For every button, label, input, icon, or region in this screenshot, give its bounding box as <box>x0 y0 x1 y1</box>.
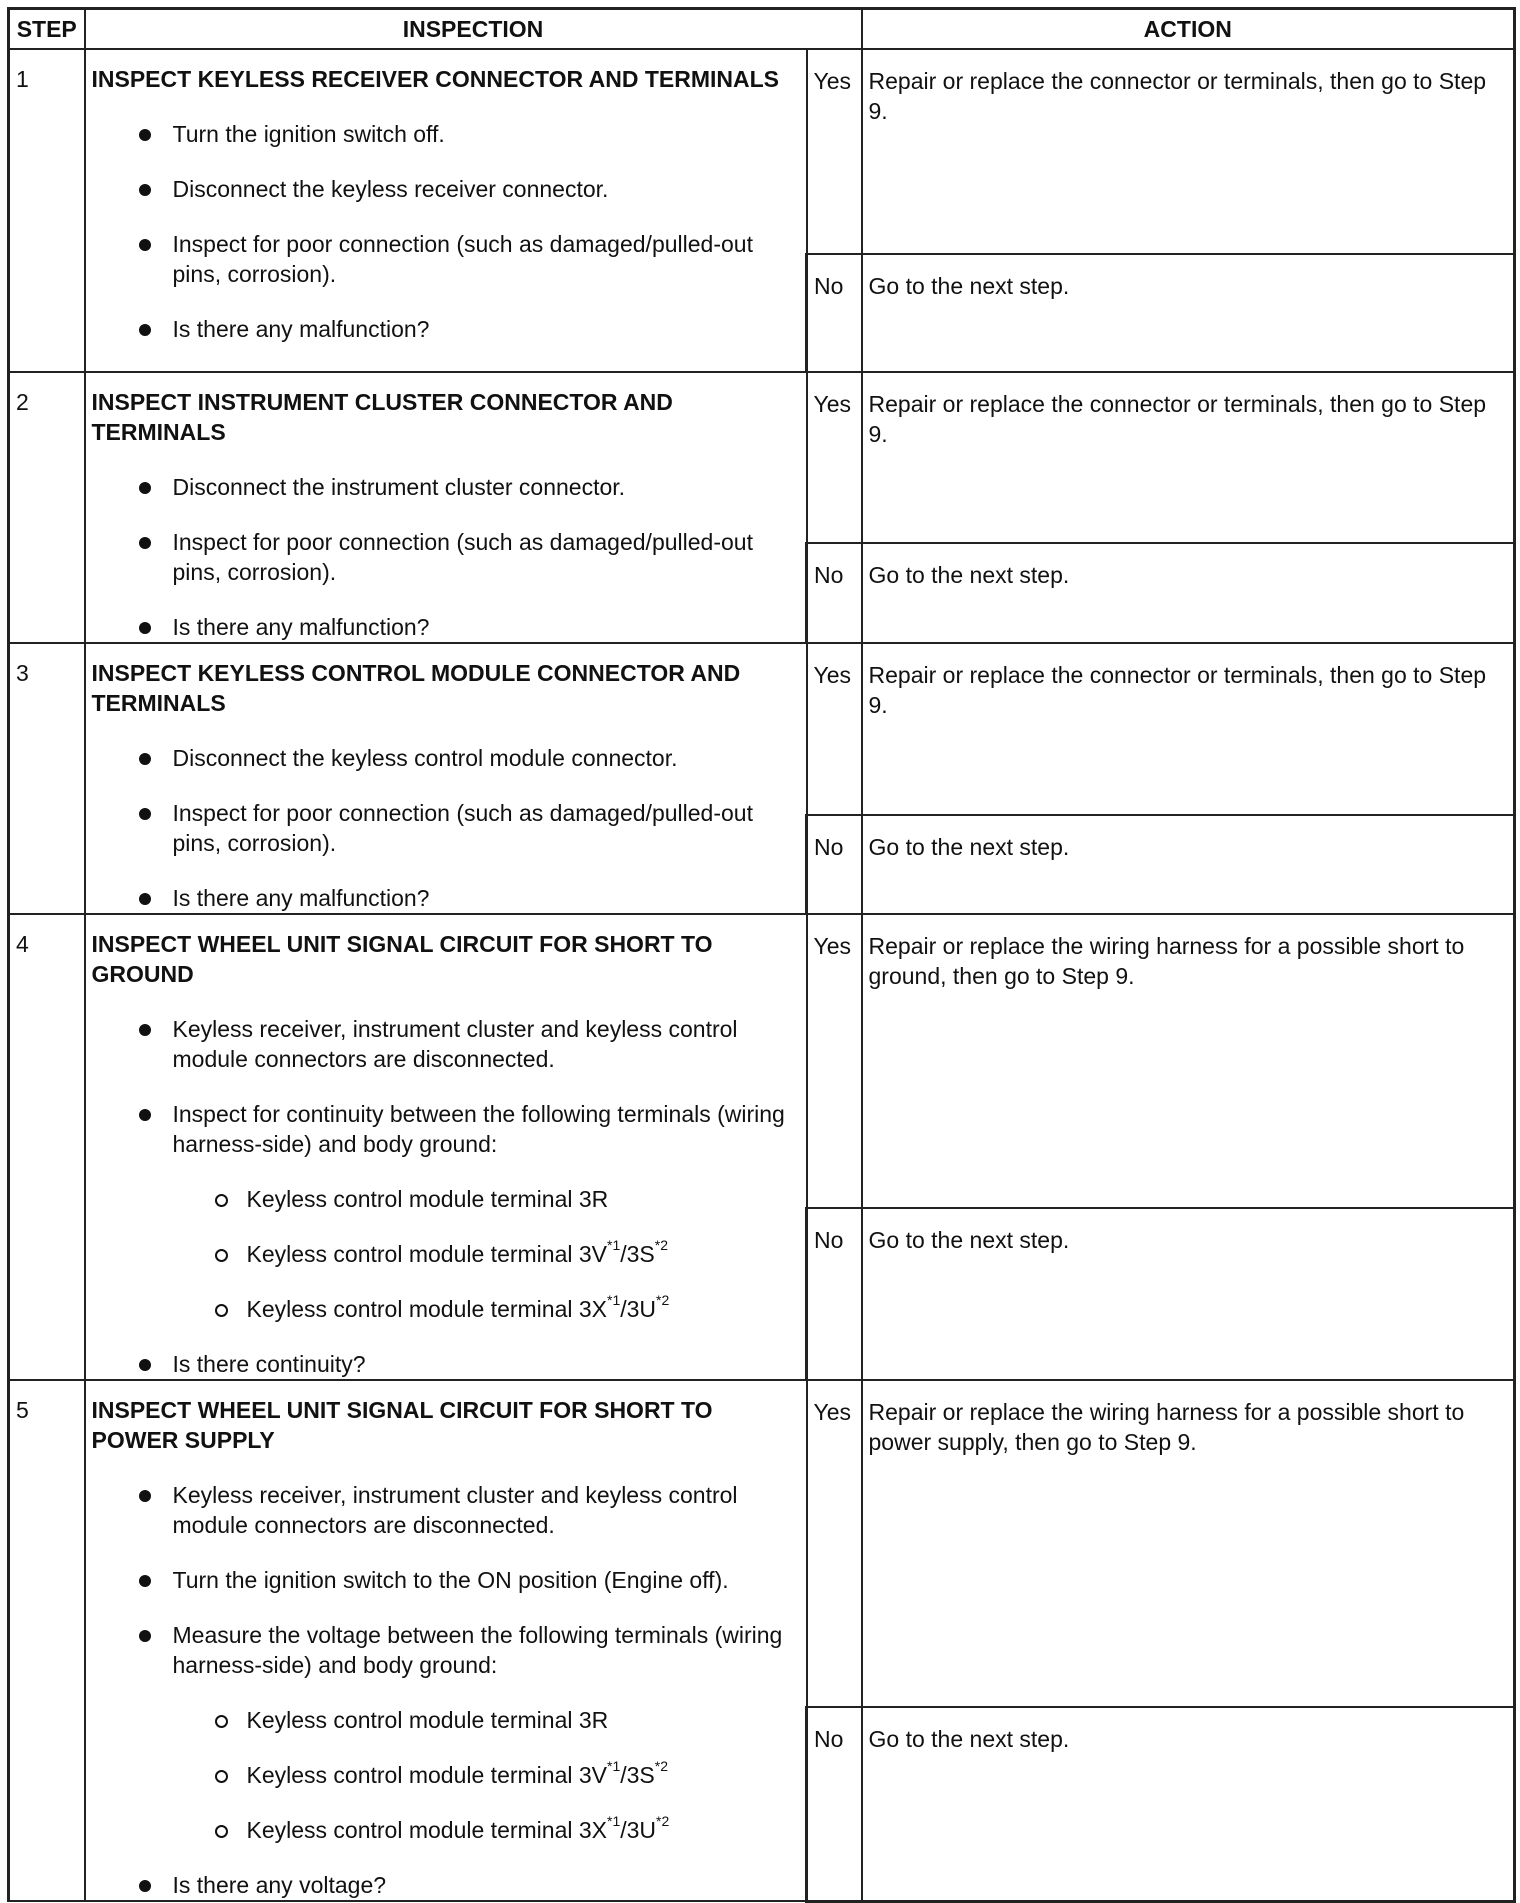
bullet-item: Keyless receiver, instrument cluster and keyless control module connectors are disconnected. <box>92 1480 802 1540</box>
yes-label: Yes <box>807 49 862 254</box>
step-heading: INSPECT KEYLESS RECEIVER CONNECTOR AND TERMINALS <box>91 66 780 92</box>
inspection-cell <box>85 372 807 643</box>
bullet-item: Measure the voltage between the following terminals (wiring harness-side) and body ground: <box>92 1620 802 1680</box>
yes-action: Repair or replace the connector or terminals, then go to Step 9. <box>862 372 1515 543</box>
yes-action: Repair or replace the connector or terminals, then go to Step 9. <box>862 643 1515 815</box>
step-number: 2 <box>9 372 85 643</box>
yes-label: Yes <box>807 372 862 543</box>
header-row <box>9 9 1515 50</box>
yes-action: Repair or replace the connector or terminals, then go to Step 9. <box>862 49 1515 254</box>
bullet-item: Inspect for poor connection (such as damaged/pulled-out pins, corrosion). <box>92 527 802 587</box>
sub-bullet-item: Keyless control module terminal $3X^{*1}/3U^{*2}$ <box>92 1815 802 1845</box>
yes-action: Repair or replace the wiring harness for a possible short to power supply, then go to Step 9. <box>862 1380 1515 1707</box>
bullet-item: Inspect for poor connection (such as damaged/pulled-out pins, corrosion). <box>92 229 802 289</box>
diagnostic-table <box>7 7 1516 1903</box>
no-label: No <box>807 254 862 372</box>
yes-action: Repair or replace the wiring harness for a possible short to ground, then go to Step 9. <box>862 914 1515 1208</box>
bullet-item: Is there any voltage? <box>92 1870 802 1900</box>
no-label: No <box>807 815 862 914</box>
table-row <box>9 914 1515 1208</box>
bullet-item: Disconnect the instrument cluster connector. <box>92 472 802 502</box>
bullet-item: Turn the ignition switch to the ON position (Engine off). <box>92 1565 802 1595</box>
inspection-cell <box>85 914 807 1380</box>
bullet-item: Inspect for continuity between the following terminals (wiring harness-side) and body ground: <box>92 1099 802 1159</box>
bullet-item: Disconnect the keyless receiver connector. <box>92 174 802 204</box>
bullet-item: Is there any malfunction? <box>92 883 802 913</box>
step-number: 5 <box>9 1380 85 1901</box>
no-label: No <box>807 1707 862 1901</box>
no-action: Go to the next step. <box>862 254 1515 372</box>
inspection-cell <box>85 643 807 914</box>
bullet-item: Is there continuity? <box>92 1349 802 1379</box>
no-label: No <box>807 543 862 643</box>
table-row <box>9 49 1515 254</box>
step-heading: INSPECT WHEEL UNIT SIGNAL CIRCUIT FOR SHORT TO GROUND <box>91 931 713 987</box>
bullet-item: Turn the ignition switch off. <box>92 119 802 149</box>
yes-label: Yes <box>807 1380 862 1707</box>
header-step: STEP <box>9 9 85 50</box>
header-action: ACTION <box>862 9 1515 50</box>
bullet-item: Keyless receiver, instrument cluster and keyless control module connectors are disconnected. <box>92 1014 802 1074</box>
step-number: 3 <box>9 643 85 914</box>
no-action: Go to the next step. <box>862 1707 1515 1901</box>
sub-bullet-item: Keyless control module terminal $3X^{*1}/3U^{*2}$ <box>92 1294 802 1324</box>
inspection-cell <box>85 1380 807 1901</box>
bullet-item: Inspect for poor connection (such as damaged/pulled-out pins, corrosion). <box>92 798 802 858</box>
bullet-item: Is there any malfunction? <box>92 612 802 642</box>
yes-label: Yes <box>807 914 862 1208</box>
step-heading: INSPECT WHEEL UNIT SIGNAL CIRCUIT FOR SHORT TO POWER SUPPLY <box>91 1397 713 1453</box>
table-row <box>9 1380 1515 1707</box>
inspection-cell <box>85 49 807 372</box>
sub-bullet-item: Keyless control module terminal 3R <box>92 1184 802 1214</box>
no-action: Go to the next step. <box>862 1208 1515 1380</box>
bullet-item: Disconnect the keyless control module connector. <box>92 743 802 773</box>
header-inspection: INSPECTION <box>85 9 862 50</box>
table-row <box>9 643 1515 815</box>
sub-bullet-item: Keyless control module terminal $3V^{*1}/3S^{*2}$ <box>92 1239 802 1269</box>
sub-bullet-item: Keyless control module terminal 3R <box>92 1705 802 1735</box>
bullet-item: Is there any malfunction? <box>92 314 802 344</box>
step-number: 4 <box>9 914 85 1380</box>
no-action: Go to the next step. <box>862 815 1515 914</box>
sub-bullet-item: Keyless control module terminal $3V^{*1}/3S^{*2}$ <box>92 1760 802 1790</box>
step-heading: INSPECT KEYLESS CONTROL MODULE CONNECTOR AND TERMINALS <box>91 660 741 716</box>
no-label: No <box>807 1208 862 1380</box>
yes-label: Yes <box>807 643 862 815</box>
no-action: Go to the next step. <box>862 543 1515 643</box>
step-number: 1 <box>9 49 85 372</box>
table-row <box>9 372 1515 543</box>
step-heading: INSPECT INSTRUMENT CLUSTER CONNECTOR AND TERMINALS <box>91 389 673 445</box>
